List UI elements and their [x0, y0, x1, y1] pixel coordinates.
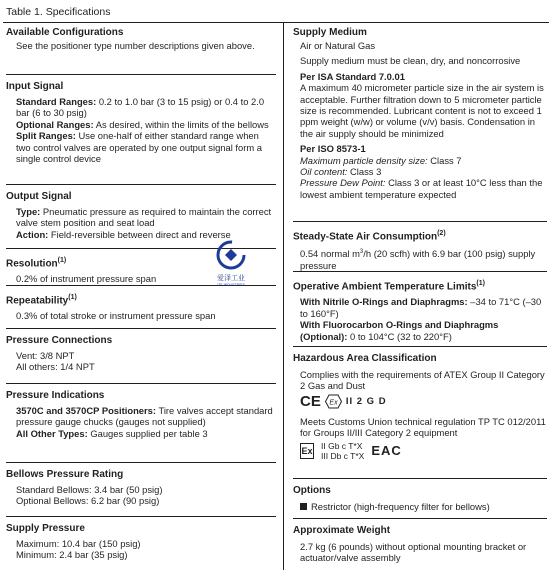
- customs-union-text: Meets Customs Union technical regulation TP TC 012/2011 for Groups II/III Category 2 equipment: [300, 415, 546, 439]
- bullet-square-icon: [300, 503, 307, 510]
- section-heading: Steady-State Air Consumption$^{(2)}$: [293, 230, 446, 243]
- eac-mark-icon: EAC: [371, 443, 402, 459]
- section-heading: Pressure Indications: [6, 390, 105, 401]
- oil-content: Oil content: Class 3: [300, 166, 382, 178]
- column-divider: [283, 22, 284, 570]
- section-heading: Available Configurations: [6, 27, 124, 38]
- logo-name-cn: 爱泽工业: [217, 275, 245, 282]
- hazardous-area-section: [293, 346, 547, 463]
- other-types-indication: All Other Types: Gauges supplied per table 3: [16, 427, 208, 439]
- weight-text: 2.7 kg (6 pounds) without optional mounting bracket or actuator/valve assembly: [300, 541, 527, 564]
- supply-medium-section: [293, 26, 547, 200]
- temperature-limits-section: [293, 271, 547, 342]
- iso-heading: Per ISO 8573-1: [300, 143, 366, 155]
- section-heading: Supply Medium: [293, 27, 367, 38]
- output-action: Action: Field-reversible between direct and reverse: [16, 228, 231, 240]
- section-heading: Input Signal: [6, 81, 64, 92]
- input-signal-section: [6, 74, 276, 164]
- standard-bellows: Standard Bellows: 3.4 bar (50 psig): [16, 484, 163, 495]
- medium-line-1: Air or Natural Gas: [300, 40, 376, 51]
- customs-union-marking: [293, 439, 547, 463]
- atex-marking: [293, 392, 547, 411]
- other-connections: All others: 1/4 NPT: [16, 361, 95, 373]
- ce-mark-icon: CE: [300, 392, 321, 410]
- pressure-connections-section: [6, 328, 276, 373]
- nitrile-limits: With Nitrile O-Rings and Diaphragms: –34 to 71°C (–30 to 160°F): [300, 296, 542, 319]
- air-consumption-section: [293, 221, 547, 271]
- output-type: Type: Pneumatic pressure as required to maintain the correct valve stem position and seat load: [16, 206, 272, 229]
- ex-box-icon: Ex: [300, 443, 314, 459]
- vent-connection: Vent: 3/8 NPT: [16, 350, 75, 361]
- maximum-pressure: Maximum: 10.4 bar (150 psig): [16, 538, 141, 549]
- optional-ranges: Optional Ranges: As desired, within the limits of the bellows: [16, 118, 269, 130]
- dew-point: Pressure Dew Point: Class 3 or at least 10°C less than the lowest ambient temperature expected: [300, 177, 543, 200]
- options-section: [293, 478, 547, 512]
- split-ranges: Split Ranges: Use one-half of either standard range when two control valves are operated by one output signal form a single control device: [16, 130, 262, 165]
- section-heading: Repeatability$^{(1)}$: [6, 294, 77, 307]
- output-signal-section: [6, 184, 276, 240]
- bellows-rating-section: [6, 462, 276, 507]
- table-title: Table 1. Specifications: [3, 3, 549, 23]
- ex-mark-text: Ex: [329, 399, 338, 407]
- section-heading: Resolution$^{(1)}$: [6, 257, 67, 270]
- company-logo: [213, 240, 249, 290]
- ex-hexagon-icon: [325, 394, 342, 409]
- atex-code: II 2 G D: [345, 395, 387, 407]
- optional-bellows: Optional Bellows: 6.2 bar (90 psig): [16, 495, 160, 507]
- particle-density: Maximum particle density size: Class 7: [300, 154, 462, 166]
- approximate-weight-section: [293, 518, 547, 564]
- air-consumption-text: 0.54 normal $m^3/h$ (20 scfh) with 6.9 bar (100 psig) supply pressure: [300, 248, 536, 271]
- section-heading: Bellows Pressure Rating: [6, 469, 124, 480]
- right-column: [293, 22, 547, 570]
- section-heading: Hazardous Area Classification: [293, 353, 437, 364]
- section-text: 0.3% of total stroke or instrument pressure span: [16, 310, 216, 322]
- section-text: See the positioner type number descriptions given above.: [16, 40, 255, 51]
- section-heading: Pressure Connections: [6, 335, 113, 346]
- supply-pressure-section: [6, 516, 276, 561]
- minimum-pressure: Minimum: 2.4 bar (35 psig): [16, 549, 128, 561]
- logo-icon: [216, 240, 246, 270]
- standard-ranges: Standard Ranges: 0.2 to 1.0 bar (3 to 15 psig) or 0.4 to 2.0 bar (6 to 30 psig): [16, 96, 265, 119]
- positioners-indication: 3570C and 3570CP Positioners: Tire valves accept standard pressure gauge chucks (gauges not supplied): [16, 405, 273, 428]
- section-heading: Options: [293, 485, 331, 496]
- isa-heading: Per ISA Standard 7.0.01: [300, 70, 405, 82]
- tr-codes: II Gb c T*X III Db c T*X: [321, 440, 365, 461]
- section-text: 0.2% of instrument pressure span: [16, 273, 157, 285]
- pressure-indications-section: [6, 383, 276, 439]
- section-heading: Output Signal: [6, 191, 72, 202]
- logo-name-en: IZE INDUSTRIES: [217, 283, 245, 287]
- isa-text: A maximum 40 micrometer particle size in the air system is acceptable. Further filtration down to 5 micrometer particle size is recommended. Lubricant content is not to exceed 1 ppm weight (w/w) or volume (v/v) basis. Condensation in the air supply should be minimized: [300, 82, 544, 139]
- left-column: [6, 22, 276, 570]
- medium-line-2: Supply medium must be clean, dry, and noncorrosive: [300, 55, 521, 67]
- repeatability-section: [6, 285, 276, 322]
- fluorocarbon-limits: With Fluorocarbon O-Rings and Diaphragms (Optional): 0 to 104°C (32 to 220°F): [300, 319, 499, 342]
- section-heading: Supply Pressure: [6, 523, 85, 534]
- option-item: Restrictor (high-frequency filter for bellows): [293, 501, 547, 512]
- atex-compliance: Complies with the requirements of ATEX Group II Category 2 Gas and Dust: [300, 369, 545, 392]
- available-configurations-section: [6, 26, 276, 51]
- section-heading: Approximate Weight: [293, 525, 391, 536]
- section-heading: Operative Ambient Temperature Limits$^{(1)}$: [293, 280, 485, 293]
